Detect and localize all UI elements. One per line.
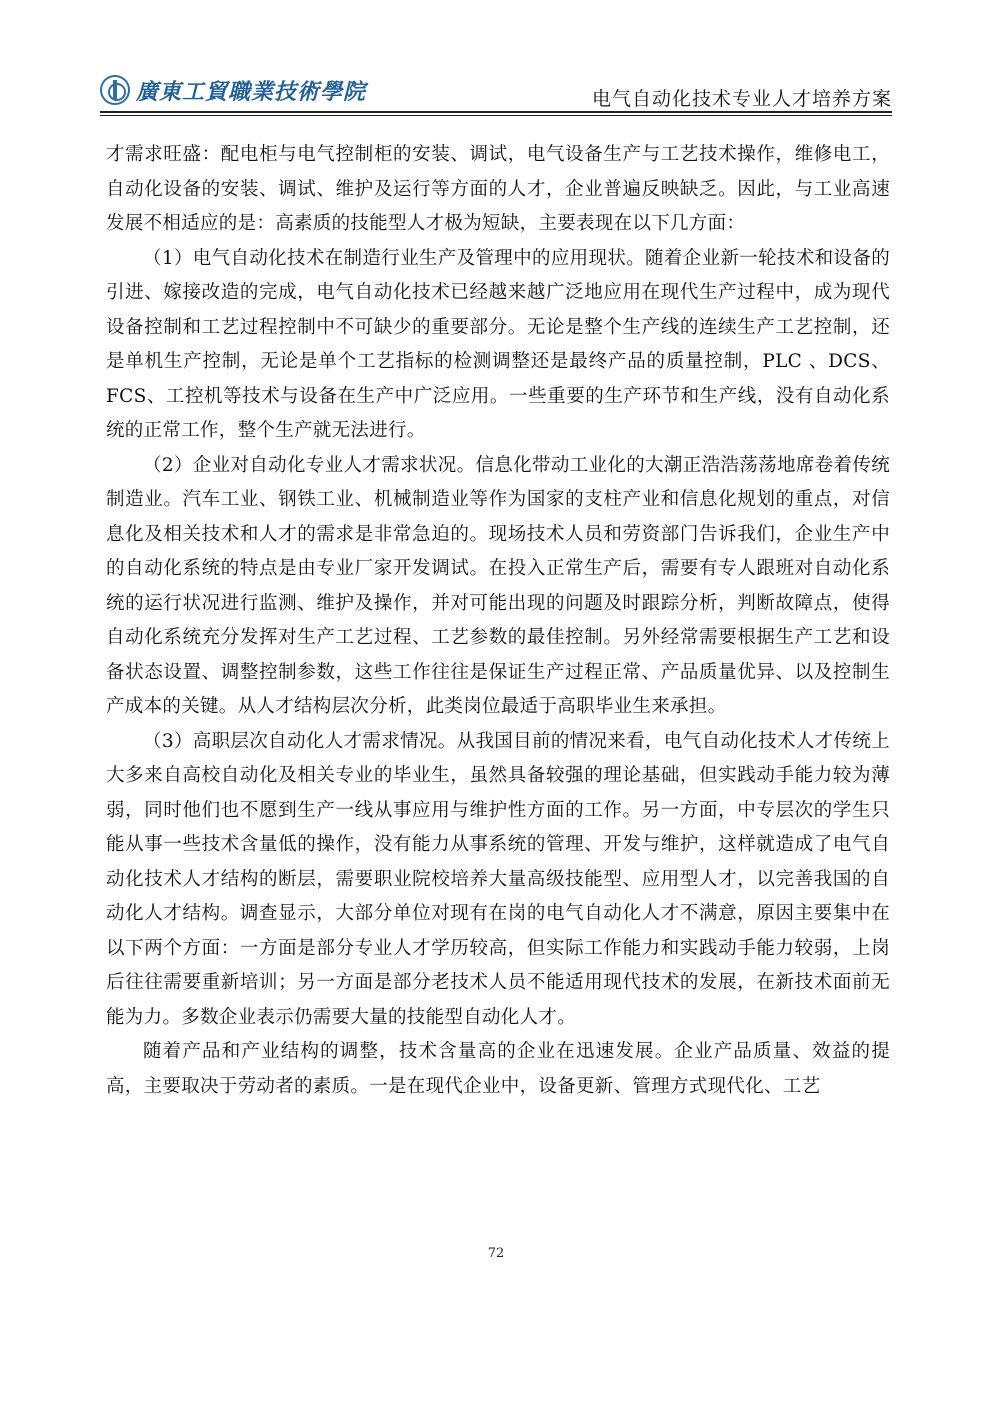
- college-emblem-icon: [100, 75, 130, 105]
- paragraph-2: （2）企业对自动化专业人才需求状况。信息化带动工业化的大潮正浩浩荡荡地席卷着传统制造业。汽车工业、钢铁工业、机械制造业等作为国家的支柱产业和信息化规划的重点，对信息化及相关技术和人才的需求是非常急迫的。现场技术人员和劳资部门告诉我们，企业生产中的自动化系统的特点是由专业厂家开发调试。在投入正常生产后，需要有专人跟班对自动化系统的运行状况进行监测、维护及操作，并对可能出现的问题及时跟踪分析，判断故障点，使得自动化系统充分发挥对生产工艺过程、工艺参数的最佳控制。另外经常需要根据生产工艺和设备状态设置、调整控制参数，这些工作往往是保证生产过程正常、产品质量优异、以及控制生产成本的关键。从人才结构层次分析，此类岗位最适于高职毕业生来承担。: [106, 454, 890, 717]
- page-number: 72: [487, 1246, 505, 1261]
- paragraph-continuation: 才需求旺盛：配电柜与电气控制柜的安装、调试，电气设备生产与工艺技术操作，维修电工，自动化设备的安装、调试、维护及运行等方面的人才，企业普遍反映缺乏。因此，与工业高速发展不相适应的是：高素质的技能型人才极为短缺，主要表现在以下几方面：: [106, 144, 890, 234]
- header-rule-thin: [100, 115, 892, 116]
- paragraph-1: （1）电气自动化技术在制造行业生产及管理中的应用现状。随着企业新一轮技术和设备的引进、嫁接改造的完成，电气自动化技术已经越来越广泛地应用在现代生产过程中，成为现代设备控制和工艺过程控制中不可缺少的重要部分。无论是整个生产线的连续生产工艺控制，还是单机生产控制，无论是单个工艺指标的检测调整还是最终产品的质量控制，PLC 、DCS、FCS、工控机等技术与设备在生产中广泛应用。一些重要的生产环节和生产线，没有自动化系统的正常工作，整个生产就无法进行。: [106, 247, 890, 441]
- page-header: [100, 72, 892, 108]
- college-logo: [100, 72, 366, 108]
- college-name: 廣東工貿職業技術學院: [136, 78, 367, 105]
- paragraph-4: 随着产品和产业结构的调整，技术含量高的企业在迅速发展。企业产品质量、效益的提高，主要取决于劳动者的素质。一是在现代企业中，设备更新、管理方式现代化、工艺: [106, 1041, 890, 1097]
- header-rule-thick: [100, 111, 892, 113]
- body-text: [106, 138, 890, 1104]
- paragraph-3: （3）高职层次自动化人才需求情况。从我国目前的情况来看，电气自动化技术人才传统上大多来自高校自动化及相关专业的毕业生，虽然具备较强的理论基础，但实践动手能力较为薄弱，同时他们也不愿到生产一线从事应用与维护性方面的工作。另一方面，中专层次的学生只能从事一些技术含量低的操作，没有能力从事系统的管理、开发与维护，这样就造成了电气自动化技术人才结构的断层，需要职业院校培养大量高级技能型、应用型人才，以完善我国的自动化人才结构。调查显示，大部分单位对现有在岗的电气自动化人才不满意，原因主要集中在以下两个方面：一方面是部分专业人才学历较高，但实际工作能力和实践动手能力较弱，上岗后往往需要重新培训；另一方面是部分老技术人员不能适用现代技术的发展，在新技术面前无能为力。多数企业表示仍需要大量的技能型自动化人才。: [106, 730, 890, 1028]
- document-title: 电气自动化技术专业人才培养方案: [591, 88, 892, 110]
